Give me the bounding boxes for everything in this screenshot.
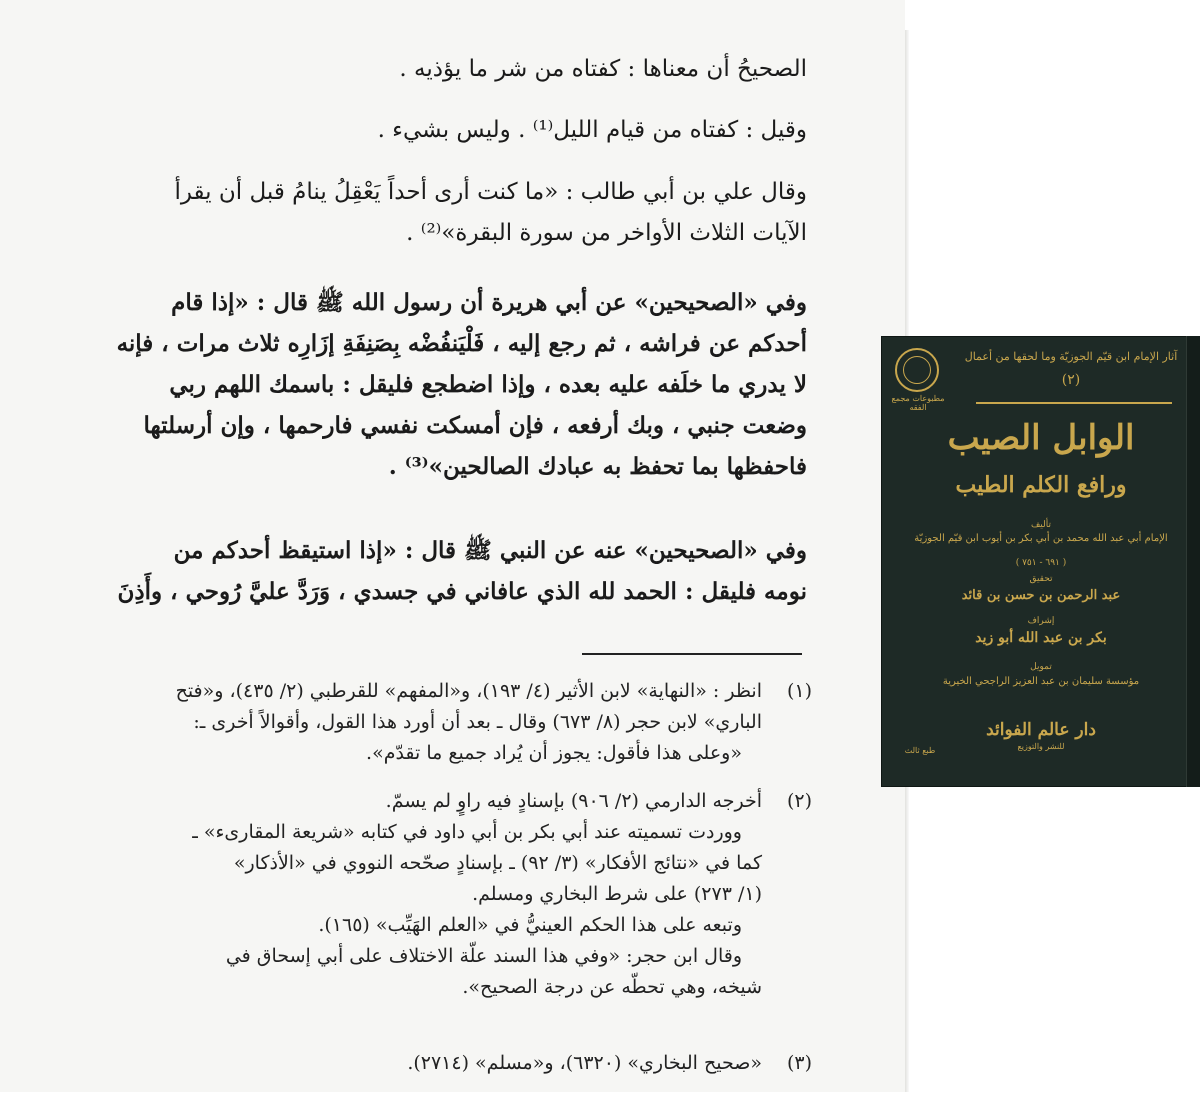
main-line: نومه فليقل : الحمد لله الذي عافاني في جسدي ، وَرَدَّ عليَّ رُوحي ، وأَذِنَ [117, 578, 807, 605]
cover-edition: طبع ثالث [904, 746, 936, 755]
cover-publisher-small: مطبوعات مجمع الفقه [891, 394, 945, 412]
cover-editor-label: تحقيق [1029, 574, 1053, 584]
footnote-line: أخرجه الدارمي (٢/ ٩٠٦) بإسنادٍ فيه راوٍ لم يسمّ. [385, 790, 762, 812]
cover-supervisor-label: إشراف [1027, 616, 1055, 626]
main-line: وفي «الصحيحين» عن أبي هريرة أن رسول الله ﷺ قال : «إذا قام [171, 289, 807, 316]
cover-series: آثار الإمام ابن قيّم الجوزيّة وما لحقها من أعمال [964, 350, 1178, 363]
main-line: الصحيحُ أن معناها : كفتاه من شر ما يؤذيه . [399, 56, 807, 82]
cover-dates: ( ٦٩١ - ٧٥١ ) [1015, 558, 1067, 568]
main-paragraph-3 [55, 172, 807, 254]
main-line: وقيل : كفتاه من قيام الليل⁽¹⁾ . وليس بشيء . [377, 117, 807, 143]
main-line: فاحفظها بما تحفظ به عبادك الصالحين»⁽³⁾ . [388, 453, 807, 480]
cover-funder-label: تمويل [1030, 662, 1052, 672]
footnote-3 [55, 1048, 812, 1079]
footnote-line: انظر : «النهاية» لابن الأثير (٤/ ١٩٣)، و«المفهم» للقرطبي (٢/ ٤٣٥)، و«فتح [175, 680, 762, 702]
main-paragraph-1 [55, 49, 807, 90]
footnote-line: كما في «نتائج الأفكار» (٣/ ٩٢) ـ بإسنادٍ صحّحه النووي في «الأذكار» [233, 852, 762, 874]
main-line: لا يدري ما خلَفه عليه بعده ، وإذا اضطجع فليقل : باسمك اللهم ربي [169, 371, 807, 398]
main-line: وفي «الصحيحين» عنه عن النبي ﷺ قال : «إذا استيقظ أحدكم من [173, 537, 807, 564]
book-cover [881, 336, 1200, 787]
cover-supervisor: بكر بن عبد الله أبو زيد [975, 630, 1107, 646]
footnote-2 [55, 786, 812, 1003]
main-line: الآيات الثلاث الأواخر من سورة البقرة»⁽²⁾ . [406, 220, 807, 246]
cover-author: الإمام أبي عبد الله محمد بن أبي بكر بن أيوب ابن قيّم الجوزيّة [914, 533, 1168, 544]
main-line: وضعت جنبي ، وبك أرفعه ، فإن أمسكت نفسي فارحمها ، وإن أرسلتها [143, 412, 807, 439]
main-line: أحدكم عن فراشه ، ثم رجع إليه ، فَلْيَنفُضْه بِصَنِفَةِ إزَارِه ثلاث مرات ، فإنه [116, 330, 807, 357]
cover-author-label: تأليف [1030, 520, 1052, 530]
footnote-line: وقال ابن حجر: «وفي هذا السند علّة الاختلاف على أبي إسحاق في [225, 945, 742, 967]
footnote-number: (٣) [786, 1052, 812, 1074]
cover-title: الوابل الصيب [947, 418, 1135, 458]
cover-volume: (٢) [1061, 372, 1081, 388]
footnote-line: شيخه، وهي تحطّه عن درجة الصحيح». [462, 976, 762, 998]
footnote-line: «صحيح البخاري» (٦٣٢٠)، و«مسلم» (٢٧١٤). [407, 1052, 762, 1074]
seal-emblem-icon [895, 348, 939, 392]
main-paragraph-2 [55, 110, 807, 151]
cover-subtitle: ورافع الكلم الطيب [955, 472, 1127, 498]
footnote-separator [582, 653, 802, 655]
main-line: وقال علي بن أبي طالب : «ما كنت أرى أحداً يَعْقِلُ ينامُ قبل أن يقرأ [174, 179, 807, 205]
cover-funder: مؤسسة سليمان بن عبد العزيز الراجحي الخيرية [942, 676, 1140, 687]
footnote-line: الباري» لابن حجر (٨/ ٦٧٣) وقال ـ بعد أن أورد هذا القول، وأقوالاً أخرى ـ: [193, 711, 762, 733]
cover-editor: عبد الرحمن بن حسن بن قائد [961, 588, 1121, 603]
cover-publisher: دار عالم الفوائد [986, 720, 1096, 740]
footnote-1 [55, 676, 812, 769]
main-paragraph-4 [55, 282, 807, 487]
footnote-line: وتبعه على هذا الحكم العينيُّ في «العلم الهَيِّب» (١٦٥). [318, 914, 742, 936]
cover-divider [976, 402, 1172, 404]
footnote-number: (٢) [786, 790, 812, 812]
cover-publisher-sub: للنشر والتوزيع [1017, 742, 1065, 751]
cover-spine [1186, 336, 1200, 787]
footnote-number: (١) [786, 680, 812, 702]
footnote-line: «وعلى هذا فأقول: يجوز أن يُراد جميع ما تقدّم». [366, 742, 742, 764]
main-paragraph-5 [55, 530, 807, 612]
footnote-line: (١/ ٢٧٣) على شرط البخاري ومسلم. [472, 883, 762, 905]
footnote-line: ووردت تسميته عند أبي بكر بن أبي داود في كتابه «شريعة المقارىء» ـ [192, 821, 742, 843]
